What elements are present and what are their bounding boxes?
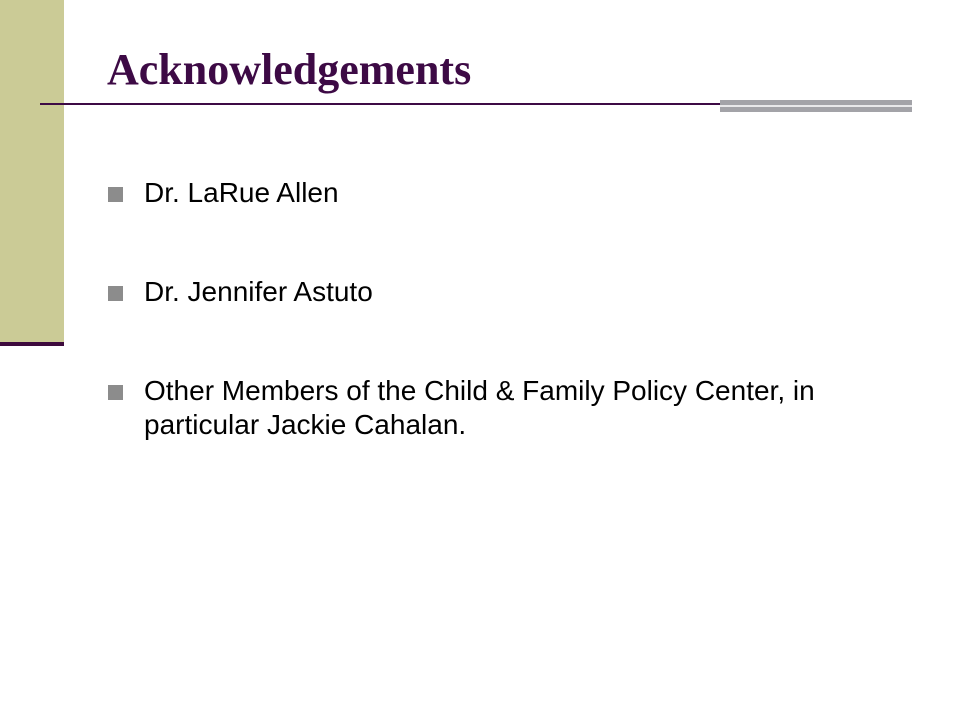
title-underline-accent: [720, 100, 912, 112]
bullet-item: [108, 176, 868, 210]
slide-title: Acknowledgements: [107, 45, 472, 94]
title-underline: [40, 103, 720, 105]
side-decor-bar: [0, 0, 64, 342]
bullet-item: [108, 275, 868, 309]
square-bullet-icon: [108, 187, 123, 202]
bullet-text: Dr. Jennifer Astuto: [144, 276, 373, 307]
square-bullet-icon: [108, 286, 123, 301]
bullet-text: Dr. LaRue Allen: [144, 177, 339, 208]
bullet-item: [108, 374, 868, 442]
square-bullet-icon: [108, 385, 123, 400]
bullet-list: [108, 176, 868, 442]
side-decor-line: [0, 342, 64, 346]
bullet-text: Other Members of the Child & Family Policy Center, in particular Jackie Cahalan.: [144, 375, 815, 440]
